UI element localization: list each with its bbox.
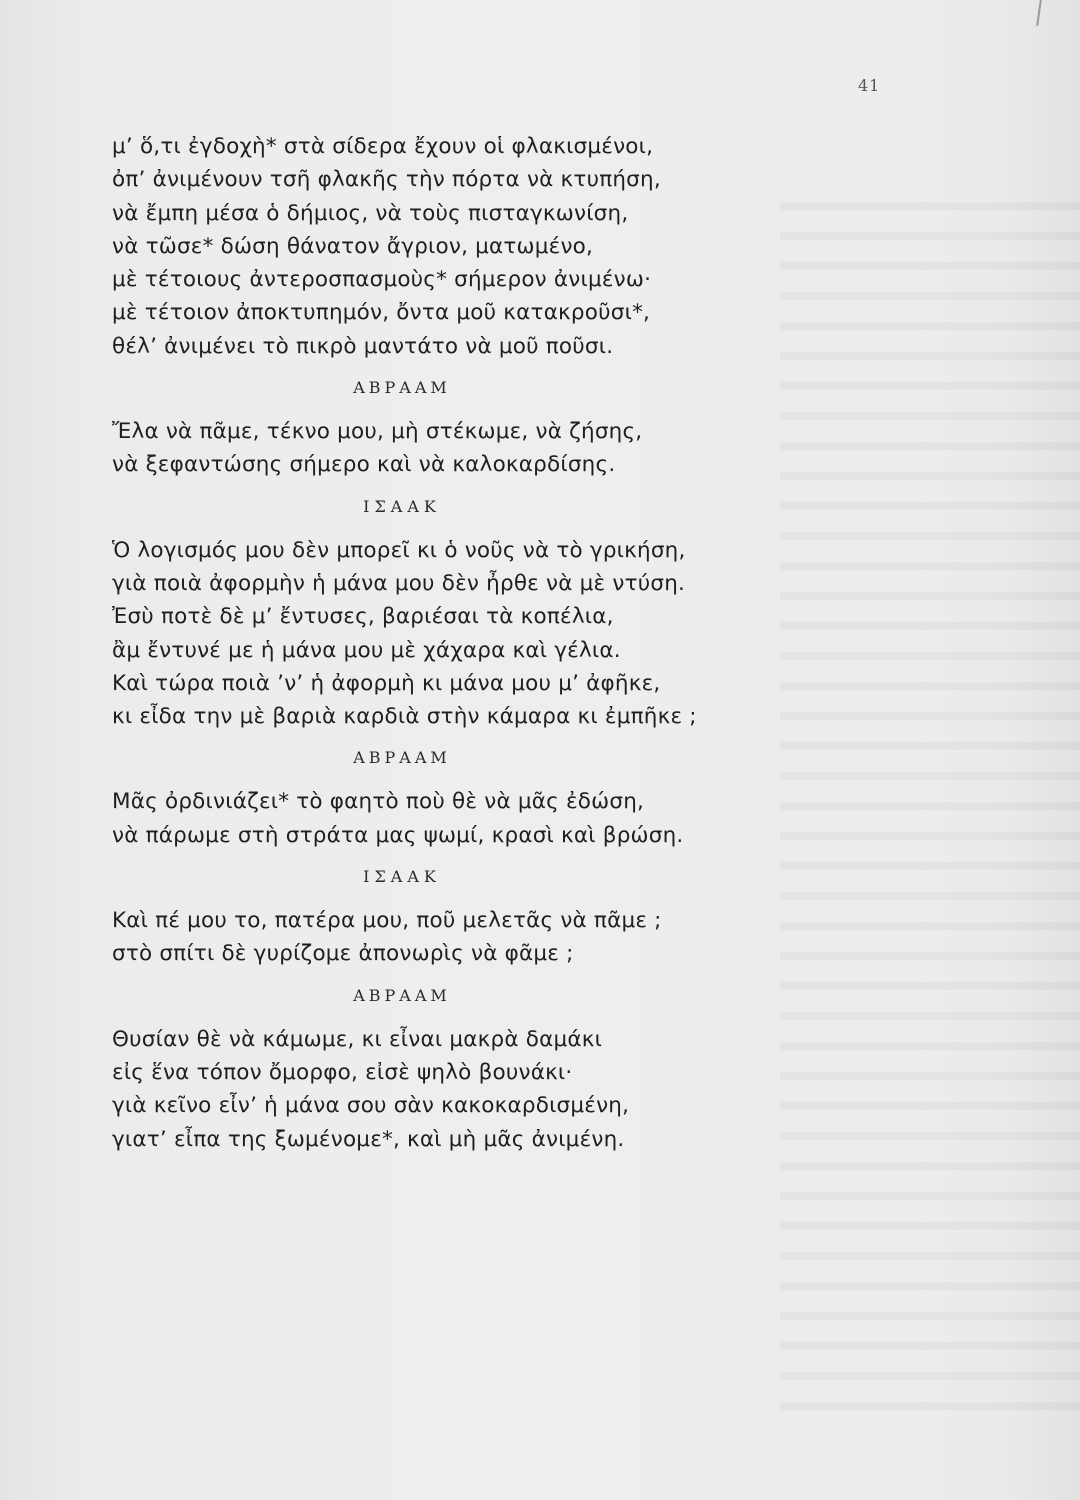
verse-line: νὰ τῶσε* δώση θάνατον ἄγριον, ματωμένο, [112,233,594,259]
verse-line: μ’ ὅ,τι ἐγδοχὴ* στὰ σίδερα ἔχουν οἱ φλακισμένοι, [112,134,654,159]
verse-line: μὲ τέτοιον ἀποκτυπημόν, ὄντα μοῦ κατακροῦσι*, [112,300,651,326]
verse-line: ἂμ ἔντυνέ με ἡ μάνα μου μὲ χάχαρα καὶ γέλια. [112,637,621,663]
page-number: 41 [858,76,881,95]
verse-line: νὰ ξεφαντώσης σήμερο καὶ νὰ καλοκαρδίσης. [112,452,616,478]
verse-line: Ἔλα νὰ πᾶμε, τέκνο μου, μὴ στέκωμε, νὰ ζήσης, [112,419,643,445]
verse-line: μὲ τέτοιους ἀντεροσπασμοὺς* σήμερον ἀνιμένω· [112,267,652,293]
verse-line: Καὶ τώρα ποιὰ ’ν’ ἡ ἀφορμὴ κι μάνα μου μ’ ἀφῆκε, [112,670,661,696]
verse-line: γιατ’ εἶπα της ξωμένομε*, καὶ μὴ μᾶς ἀνιμένη. [112,1126,625,1152]
verse-line: Καὶ πέ μου το, πατέρα μου, ποῦ μελετᾶς νὰ πᾶμε ; [112,908,662,934]
verse-text [112,130,812,1156]
speaker-heading: ΑΒΡΑΑΜ [353,378,451,398]
verse-line: Ὁ λογισμός μου δὲν μπορεῖ κι ὁ νοῦς νὰ τὸ γρικήση, [112,537,686,563]
verse-line: Μᾶς ὀρδινιάζει* τὸ φαητὸ ποὺ θὲ νὰ μᾶς ἐδώση, [112,789,645,815]
show-through-text [780,180,1080,1430]
verse-line: στὸ σπίτι δὲ γυρίζομε ἀπονωρὶς νὰ φᾶμε ; [112,941,574,967]
speaker-heading: ΑΒΡΑΑΜ [353,985,451,1005]
verse-line: Ἐσὺ ποτὲ δὲ μ’ ἔντυσες, βαριέσαι τὰ κοπέλια, [112,604,614,630]
speaker-heading: ΑΒΡΑΑΜ [353,748,451,768]
verse-line: γιὰ κεῖνο εἶν’ ἡ μάνα σου σὰν κακοκαρδισμένη, [112,1093,630,1119]
verse-line: γιὰ ποιὰ ἀφορμὴν ἡ μάνα μου δὲν ἦρθε νὰ μὲ ντύση. [112,570,686,596]
speaker-heading: ΙΣΑΑΚ [363,496,441,516]
verse-line: θέλ’ ἀνιμένει τὸ πικρὸ μαντάτο νὰ μοῦ ποῦσι. [112,333,614,359]
verse-line: ὀπ’ ἀνιμένουν τσῆ φλακῆς τὴν πόρτα νὰ κτυπήση, [112,167,661,193]
verse-line: Θυσίαν θὲ νὰ κάμωμε, κι εἶναι μακρὰ δαμάκι [112,1026,603,1052]
verse-line: εἰς ἕνα τόπον ὄμορφο, εἰσὲ ψηλὸ βουνάκι· [112,1059,573,1085]
page-edge-mark [1036,0,1042,26]
verse-line: κι εἶδα την μὲ βαριὰ καρδιὰ στὴν κάμαρα κι ἐμπῆκε ; [112,704,697,730]
verse-line: νὰ πάρωμε στὴ στράτα μας ψωμί, κρασὶ καὶ βρώση. [112,822,684,848]
verse-line: νὰ ἔμπη μέσα ὁ δήμιος, νὰ τοὺς πισταγκωνίση, [112,200,629,226]
speaker-heading: ΙΣΑΑΚ [363,867,441,887]
